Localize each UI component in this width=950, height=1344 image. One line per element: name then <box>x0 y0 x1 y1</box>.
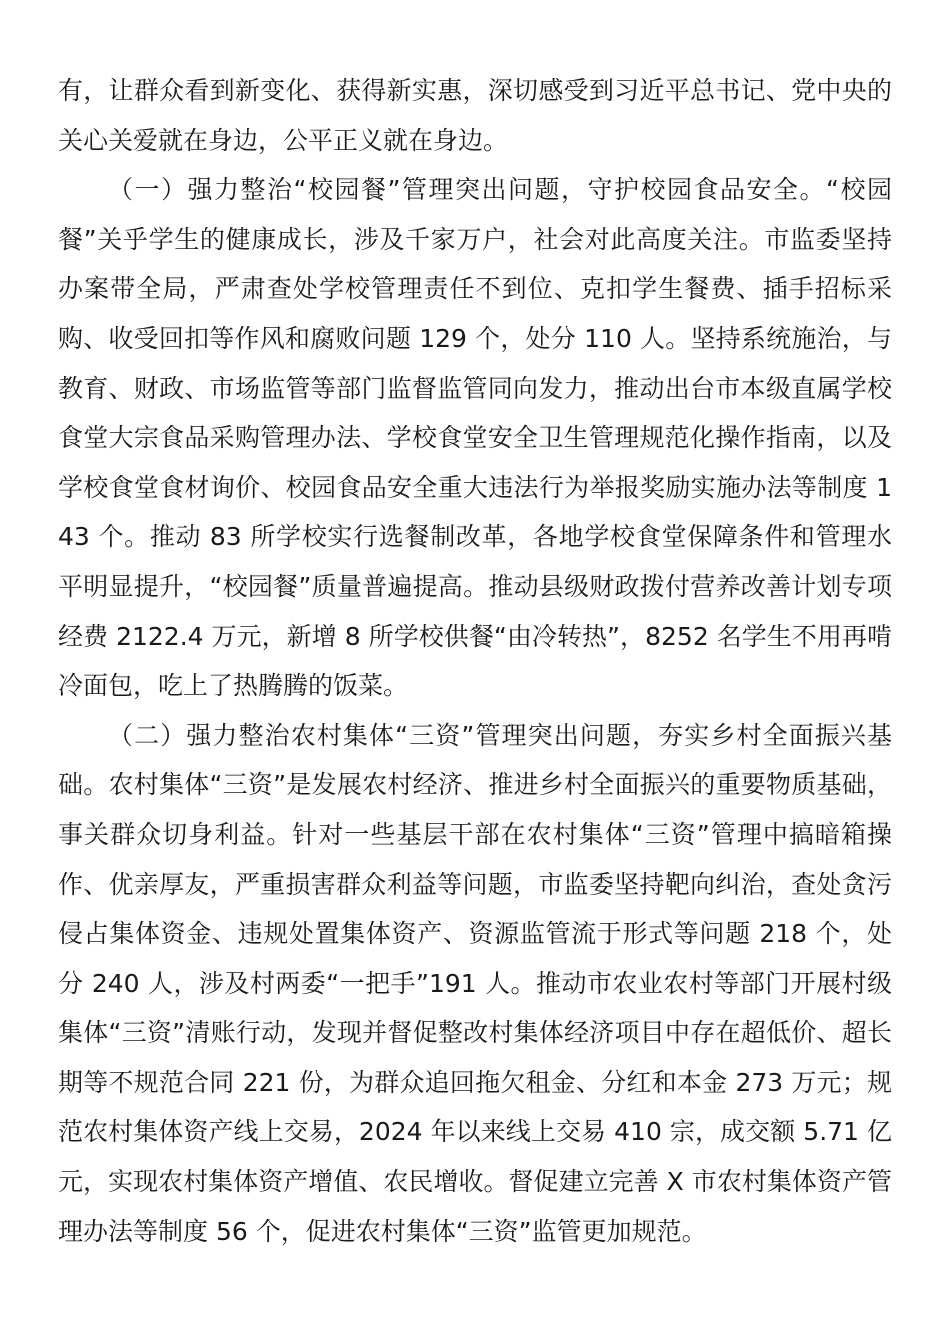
document-page <box>58 66 892 1256</box>
paragraph-rural-assets: （二）强力整治农村集体“三资”管理突出问题，夯实乡村全面振兴基础。农村集体“三资”是发展农村经济、推进乡村全面振兴的重要物质基础，事关群众切身利益。针对一些基层干部在农村集体“三资”管理中搞暗箱操作、优亲厚友，严重损害群众利益等问题，市监委坚持靶向纠治，查处贪污侵占集体资金、违规处置集体资产、资源监管流于形式等问题 218 个，处分 240 人，涉及村两委“一把手”191 人。推动市农业农村等部门开展村级集体“三资”清账行动，发现并督促整改村集体经济项目中存在超低价、超长期等不规范合同 221 份，为群众追回拖欠租金、分红和本金 273 万元；规范农村集体资产线上交易，2024 年以来线上交易 410 宗，成交额 5.71 亿元，实现农村集体资产增值、农民增收。督促建立完善 X 市农村集体资产管理办法等制度 56 个，促进农村集体“三资”监管更加规范。 <box>58 720 892 1246</box>
paragraph-continuation: 有，让群众看到新变化、获得新实惠，深切感受到习近平总书记、党中央的关心关爱就在身边，公平正义就在身边。 <box>58 76 892 155</box>
paragraph-campus-meals: （一）强力整治“校园餐”管理突出问题，守护校园食品安全。“校园餐”关乎学生的健康成长，涉及千家万户，社会对此高度关注。市监委坚持办案带全局，严肃查处学校管理责任不到位、克扣学生餐费、插手招标采购、收受回扣等作风和腐败问题 129 个，处分 110 人。坚持系统施治，与教育、财政、市场监管等部门监督监管同向发力，推动出台市本级直属学校食堂大宗食品采购管理办法、学校食堂安全卫生管理规范化操作指南，以及学校食堂食材询价、校园食品安全重大违法行为举报奖励实施办法等制度 143 个。推动 83 所学校实行选餐制改革，各地学校食堂保障条件和管理水平明显提升，“校园餐”质量普遍提高。推动县级财政拨付营养改善计划专项经费 2122.4 万元，新增 8 所学校供餐“由冷转热”，8252 名学生不用再啃冷面包，吃上了热腾腾的饭菜。 <box>58 175 892 701</box>
